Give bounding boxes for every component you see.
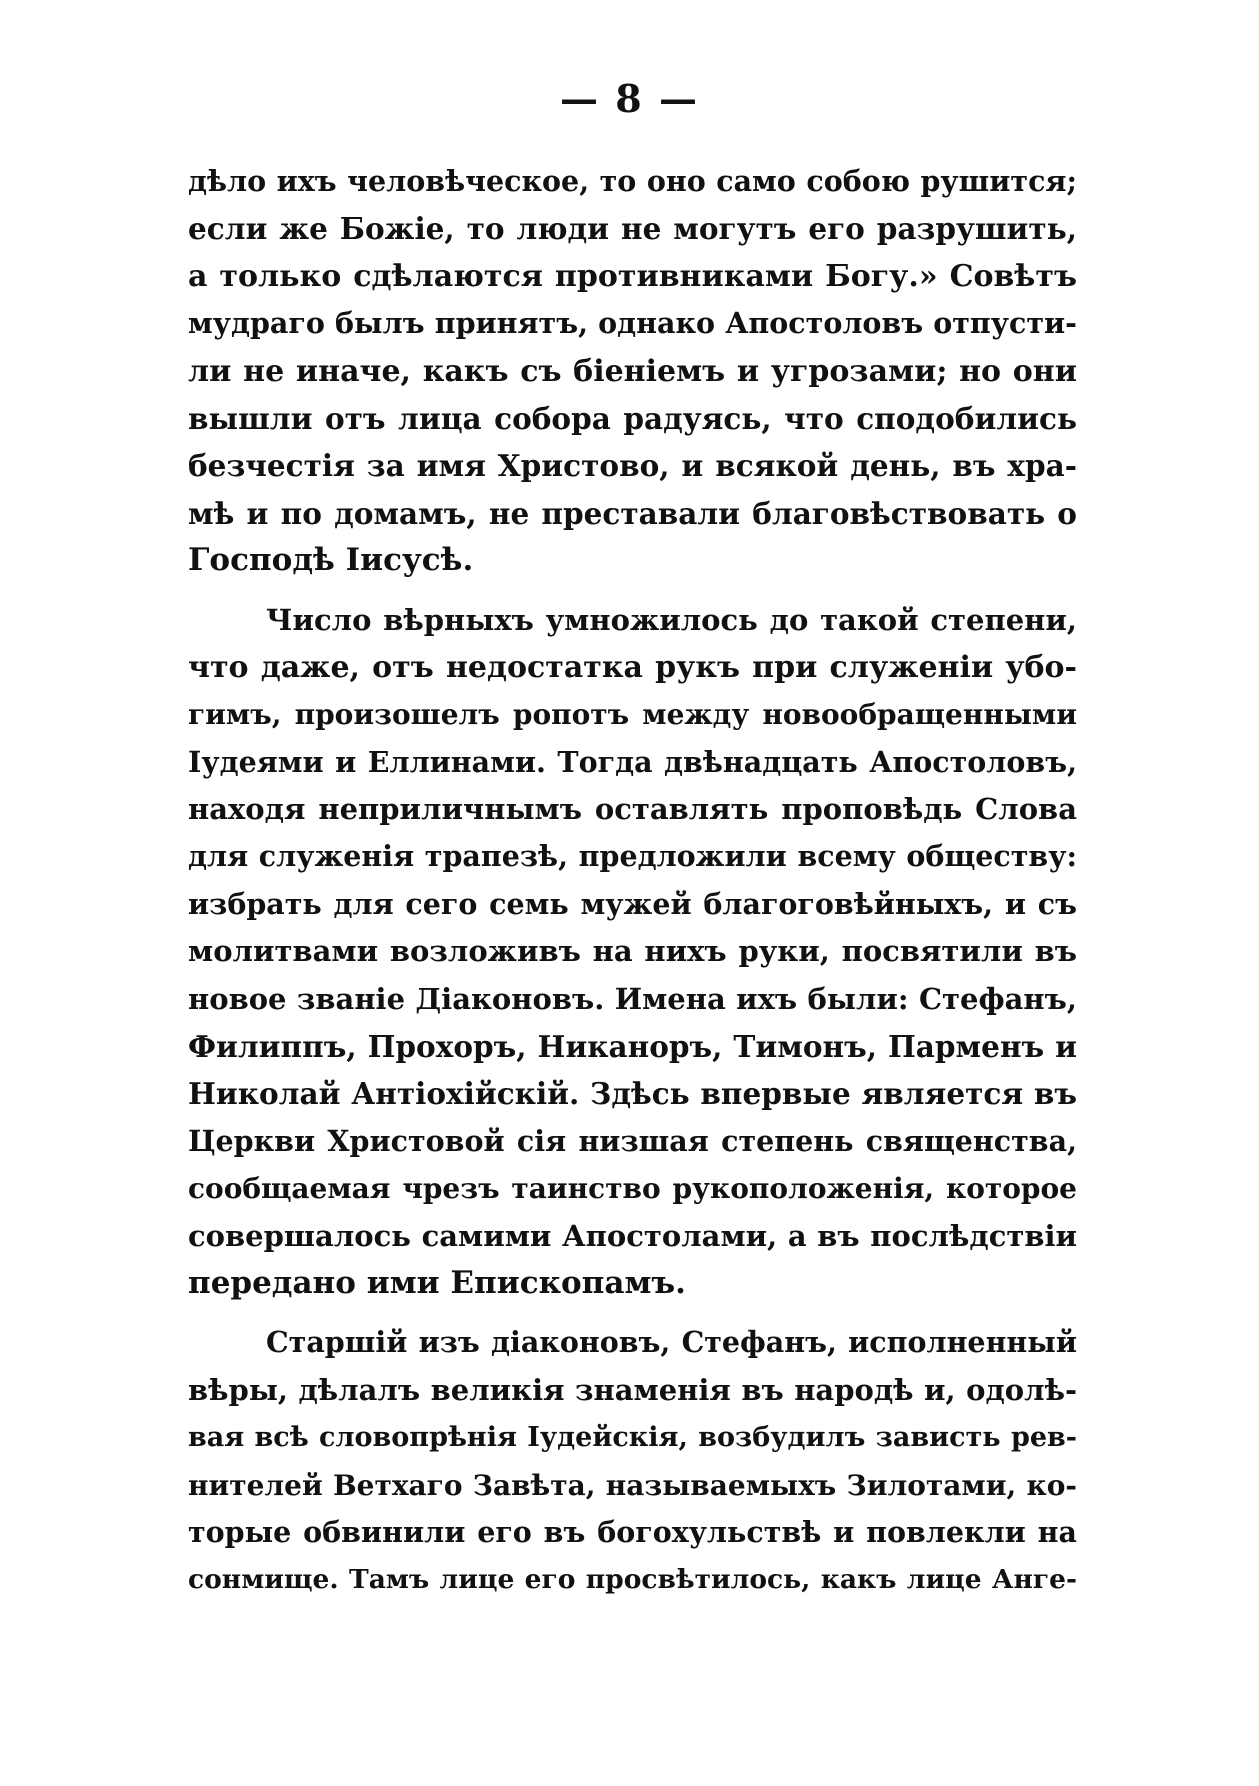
text-line: ли не иначе, какъ съ біеніемъ и угрозами; но они: [188, 353, 1077, 389]
text-line: сообщаемая чрезъ таинство рукоположенія, которое: [188, 1172, 1077, 1206]
text-line: гимъ, произошелъ ропотъ между новообращенными: [188, 698, 1077, 732]
text-line: если же Божіе, то люди не могутъ его разрушить,: [188, 211, 1077, 247]
text-line: безчестія за имя Христово, и всякой день, въ хра-: [188, 448, 1077, 484]
text-line: передано ими Епископамъ.: [188, 1264, 686, 1301]
text-line: новое званіе Діаконовъ. Имена ихъ были: Стефанъ,: [188, 981, 1077, 1016]
text-line: Филиппъ, Прохоръ, Никаноръ, Тимонъ, Парменъ и: [188, 1029, 1077, 1065]
text-line: мудраго былъ принятъ, однако Апостоловъ отпусти-: [188, 306, 1077, 341]
paragraph-2: [188, 597, 1077, 1308]
text-line: Іудеями и Еллинами. Тогда двѣнадцать Апостоловъ,: [188, 744, 1077, 779]
text-line: Старшій изъ діаконовъ, Стефанъ, исполненный: [266, 1325, 1077, 1360]
page-number: — 8 —: [560, 76, 699, 121]
text-line: совершалось самими Апостолами, а въ послѣдствіи: [188, 1218, 1077, 1253]
text-line: мѣ и по домамъ, не преставали благовѣствовать о: [188, 495, 1077, 531]
text-line: сонмище. Тамъ лице его просвѣтилось, какъ лице Анге-: [188, 1564, 1077, 1596]
text-line: находя неприличнымъ оставлять проповѣдь Слова: [188, 792, 1077, 827]
text-line: вѣры, дѣлалъ великія знаменія въ народѣ и, одолѣ-: [188, 1372, 1077, 1407]
text-line: а только сдѣлаются противниками Богу.» Совѣтъ: [188, 258, 1077, 294]
text-line: Церкви Христовой сія низшая степень священства,: [188, 1123, 1077, 1158]
paragraph-3: [188, 1319, 1077, 1603]
text-line: дѣло ихъ человѣческое, то оно само собою рушится;: [188, 164, 1077, 198]
text-line: для служенія трапезѣ, предложили всему обществу:: [188, 839, 1077, 874]
text-line: что даже, отъ недостатка рукъ при служеніи убо-: [188, 649, 1077, 685]
paragraph-1: [188, 158, 1077, 585]
text-line: Господѣ Іисусѣ.: [188, 542, 474, 579]
text-line: Николай Антіохійскій. Здѣсь впервые является въ: [188, 1076, 1077, 1112]
text-line: вышли отъ лица собора радуясь, что сподобились: [188, 400, 1077, 436]
text-line: вая всѣ словопрѣнія Іудейскія, возбудилъ зависть рев-: [188, 1422, 1077, 1454]
text-line: нителей Ветхаго Завѣта, называемыхъ Зилотами, ко-: [188, 1468, 1077, 1502]
text-line: Число вѣрныхъ умножилось до такой степени,: [266, 602, 1077, 637]
text-line: избрать для сего семь мужей благоговѣйныхъ, и съ: [188, 886, 1077, 921]
text-line: молитвами возложивъ на нихъ руки, посвятили въ: [188, 934, 1077, 969]
text-line: торые обвинили его въ богохульствѣ и повлекли на: [188, 1514, 1077, 1549]
body-text: [188, 158, 1077, 1604]
